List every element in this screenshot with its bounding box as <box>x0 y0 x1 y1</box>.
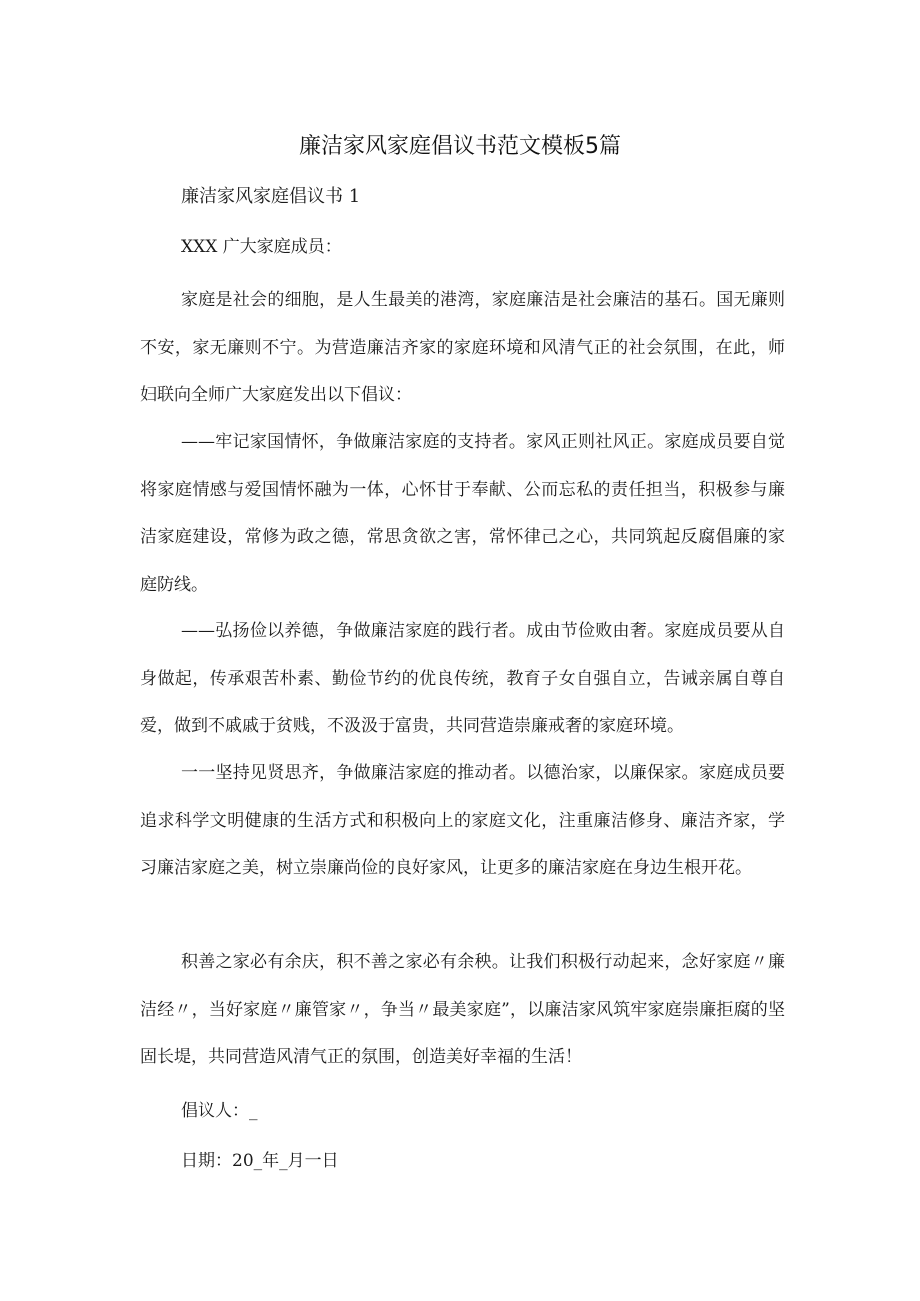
salutation: XXX 广大家庭成员： <box>181 237 342 257</box>
signature-line: 倡议人：_ <box>181 1101 258 1121</box>
document-title: 廉洁家风家庭倡议书范文模板5篇 <box>299 134 621 159</box>
paragraph-intro: 家庭是社会的细胞，是人生最美的港湾，家庭廉洁是社会廉洁的基石。国无廉则不安，家无廉则不宁。为营造廉洁齐家的家庭环境和风清气正的社会氛围，在此，师妇联向全师广大家庭发出以下倡议： <box>140 290 785 405</box>
paragraph-proposal-3: 一一坚持见贤思齐，争做廉洁家庭的推动者。以德治家，以廉保家。家庭成员要追求科学文明健康的生活方式和积极向上的家庭文化，注重廉洁修身、廉洁齐家，学习廉洁家庭之美，树立崇廉尚俭的良好家风，让更多的廉洁家庭在身边生根开花。 <box>140 763 785 878</box>
paragraph-closing: 积善之家必有余庆，积不善之家必有余秧。让我们积极行动起来，念好家庭〃廉洁经〃，当好家庭〃廉管家〃，争当〃最美家庭”，以廉洁家风筑牢家庭崇廉拒腐的坚固长堤，共同营造风清气正的氛围，创造美好幸福的生活！ <box>140 952 785 1067</box>
section-heading: 廉洁家风家庭倡议书 1 <box>181 186 361 207</box>
date-line: 日期：20_年_月一日 <box>181 1151 339 1171</box>
paragraph-proposal-1: ——牢记家国情怀，争做廉洁家庭的支持者。家风正则社风正。家庭成员要自觉将家庭情感与爱国情怀融为一体，心怀甘于奉献、公而忘私的责任担当，积极参与廉洁家庭建设，常修为政之德，常思贪欲之害，常怀律己之心，共同筑起反腐倡廉的家庭防线。 <box>140 432 785 595</box>
paragraph-proposal-2: ——弘扬俭以养德，争做廉洁家庭的践行者。成由节俭败由奢。家庭成员要从自身做起，传承艰苦朴素、勤俭节约的优良传统，教育子女自强自立，告诫亲属自尊自爱，做到不戚戚于贫贱，不汲汲于富贵，共同营造崇廉戒奢的家庭环境。 <box>140 621 785 736</box>
